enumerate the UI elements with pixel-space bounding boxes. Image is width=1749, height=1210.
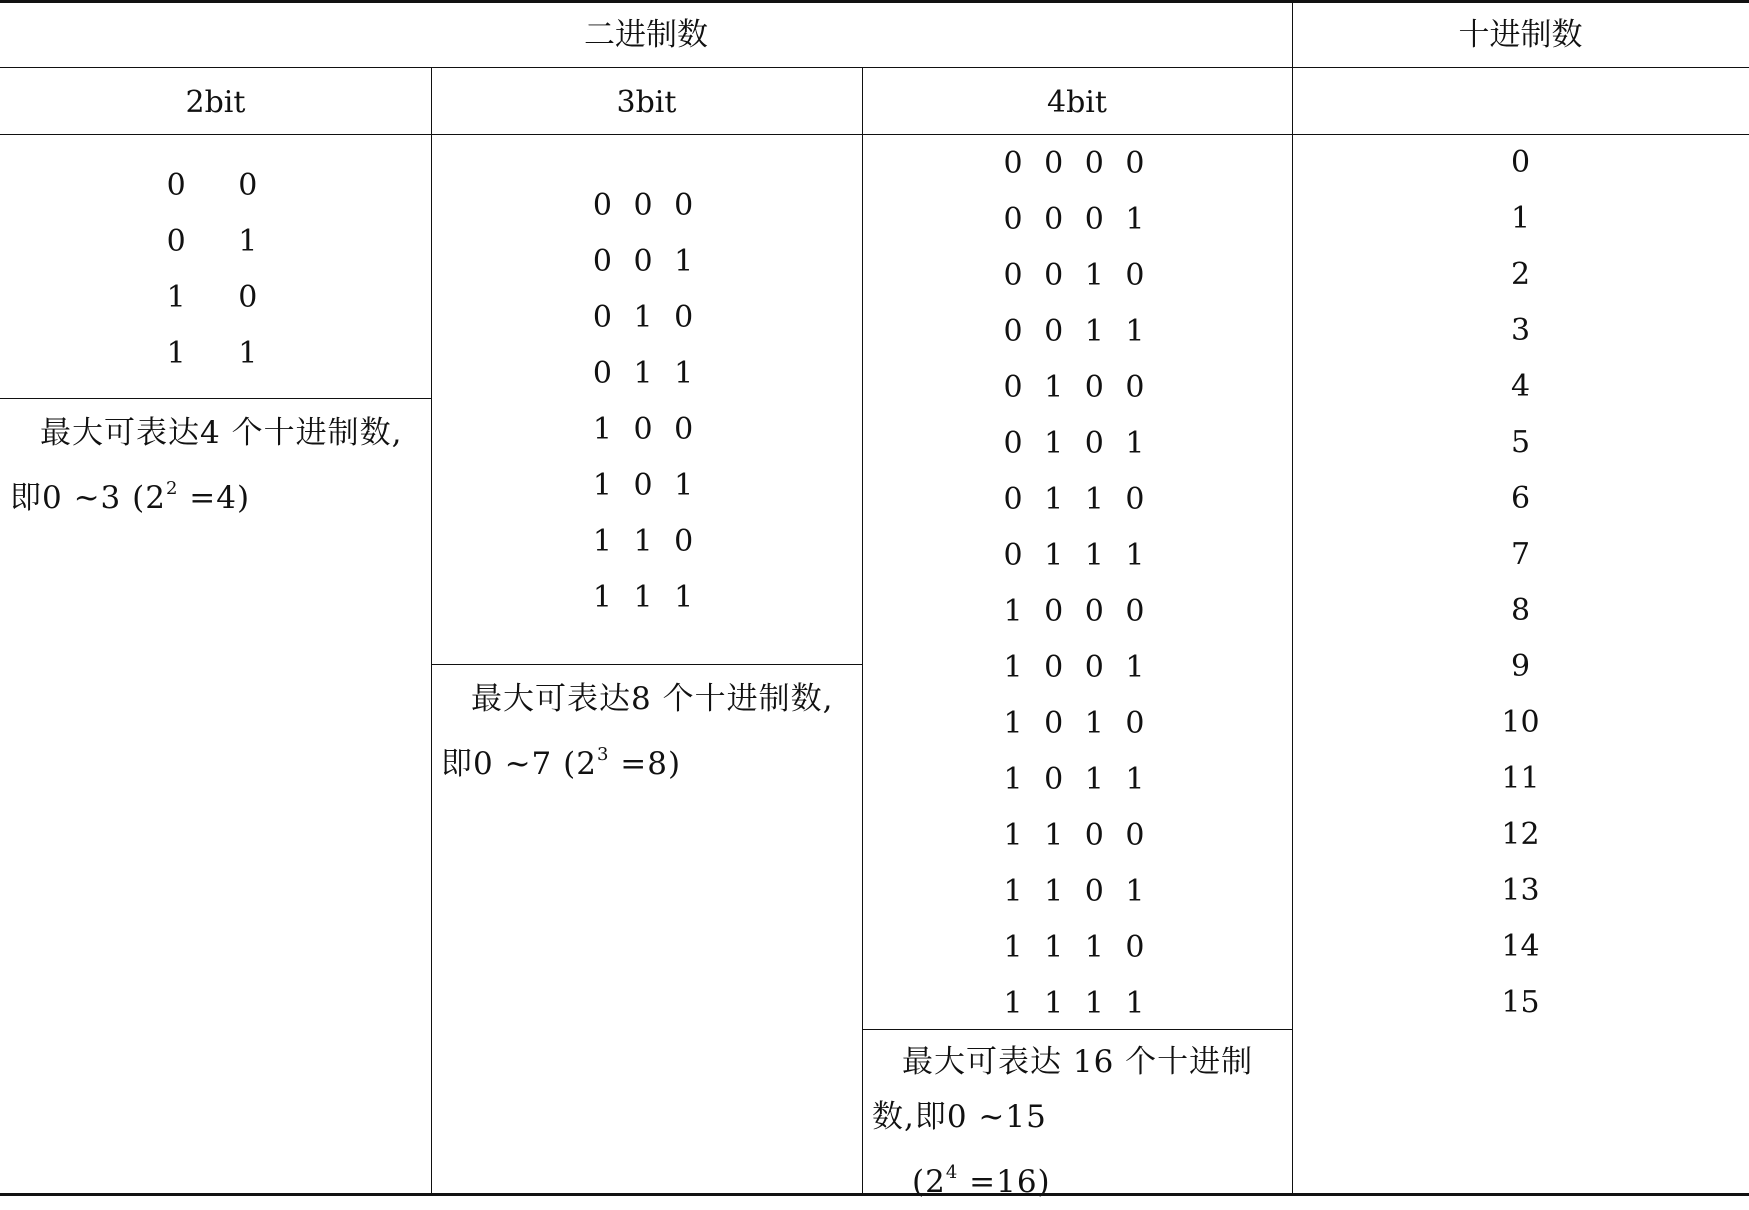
- bit3-row: 0 0 0: [592, 188, 700, 223]
- decimal-row: 10: [1501, 705, 1540, 740]
- decimal-row: 12: [1501, 817, 1540, 852]
- bit4-row: 0 0 0 0: [1003, 146, 1151, 181]
- bit2-note-line2-suffix: =4): [178, 480, 251, 516]
- bit3-label: 3bit: [616, 85, 677, 120]
- bit4-row: 0 0 1 1: [1003, 314, 1151, 349]
- bit4-row: 1 1 0 1: [1003, 874, 1151, 909]
- bit2-row: 1 1: [166, 336, 264, 371]
- bit4-label: 4bit: [1047, 85, 1107, 120]
- bit2-note-exponent: 2: [165, 478, 179, 499]
- table-top-rule: [0, 0, 1749, 3]
- decimal-row: 1: [1510, 201, 1531, 236]
- bit3-note-line1: 最大可表达8 个十进制数,: [471, 681, 834, 717]
- bit3-row: 1 0 0: [592, 412, 700, 447]
- decimal-row: 11: [1501, 761, 1540, 796]
- bit2-row: 0 0: [166, 168, 264, 203]
- bit4-note-line2: 数,即0 ~15: [872, 1099, 1047, 1135]
- bit4-row: 1 0 1 0: [1003, 706, 1151, 741]
- decimal-row: 2: [1510, 257, 1531, 292]
- bit3-row: 1 1 0: [592, 524, 700, 559]
- bit2-note-line2-prefix: 即0 ~3 (2: [10, 480, 166, 516]
- col-divider-1: [431, 67, 432, 1193]
- bit4-row: 1 0 1 1: [1003, 762, 1151, 797]
- bit4-row: 0 0 1 0: [1003, 258, 1151, 293]
- bit4-row: 0 0 0 1: [1003, 202, 1151, 237]
- decimal-row: 15: [1501, 985, 1540, 1020]
- decimal-row: 6: [1510, 481, 1531, 516]
- bit4-note-line1: 最大可表达 16 个十进制: [902, 1044, 1254, 1080]
- bit3-row: 1 1 1: [592, 580, 700, 615]
- decimal-row: 9: [1510, 649, 1531, 684]
- decimal-row: 7: [1510, 537, 1531, 572]
- bit3-note-rule: [431, 664, 862, 665]
- bit3-row: 0 1 0: [592, 300, 700, 335]
- decimal-row: 4: [1510, 369, 1531, 404]
- decimal-row: 13: [1501, 873, 1540, 908]
- header-rule: [0, 67, 1749, 68]
- decimal-row: 14: [1501, 929, 1540, 964]
- bit4-row: 0 1 0 1: [1003, 426, 1151, 461]
- bit4-note-line3-suffix: =16): [958, 1164, 1051, 1200]
- bit4-row: 1 0 0 1: [1003, 650, 1151, 685]
- decimal-row: 8: [1510, 593, 1531, 628]
- bit4-note-line3-prefix: (2: [912, 1164, 946, 1200]
- bit3-row: 0 0 1: [592, 244, 700, 279]
- decimal-row: 5: [1510, 425, 1531, 460]
- bit4-row: 0 1 1 1: [1003, 538, 1151, 573]
- bit2-row: 1 0: [166, 280, 264, 315]
- bit4-row: 1 0 0 0: [1003, 594, 1151, 629]
- subheader-rule: [0, 134, 1749, 135]
- bit2-row: 0 1: [166, 224, 264, 259]
- binary-header: 二进制数: [584, 17, 708, 53]
- bit4-note: [872, 1035, 1292, 1210]
- bit3-row: 1 0 1: [592, 468, 700, 503]
- bit2-note: [10, 405, 430, 526]
- bit4-note-rule: [862, 1029, 1292, 1030]
- bit3-note: [441, 671, 861, 792]
- bit3-note-line2-suffix: =8): [609, 746, 682, 782]
- bit2-note-rule: [0, 398, 431, 399]
- bit4-row: 0 1 1 0: [1003, 482, 1151, 517]
- bit4-row: 1 1 1 1: [1003, 986, 1151, 1021]
- bit3-note-line2-prefix: 即0 ~7 (2: [441, 746, 597, 782]
- decimal-row: 0: [1510, 145, 1531, 180]
- bit4-row: 0 1 0 0: [1003, 370, 1151, 405]
- bit2-note-line1: 最大可表达4 个十进制数,: [40, 415, 403, 451]
- bit4-note-exponent: 4: [945, 1162, 959, 1183]
- bit2-label: 2bit: [185, 85, 246, 120]
- decimal-row: 3: [1510, 313, 1531, 348]
- bit4-row: 1 1 0 0: [1003, 818, 1151, 853]
- decimal-header: 十进制数: [1458, 17, 1583, 53]
- bit3-row: 0 1 1: [592, 356, 700, 391]
- bit4-row: 1 1 1 0: [1003, 930, 1151, 965]
- bit3-note-exponent: 3: [596, 744, 610, 765]
